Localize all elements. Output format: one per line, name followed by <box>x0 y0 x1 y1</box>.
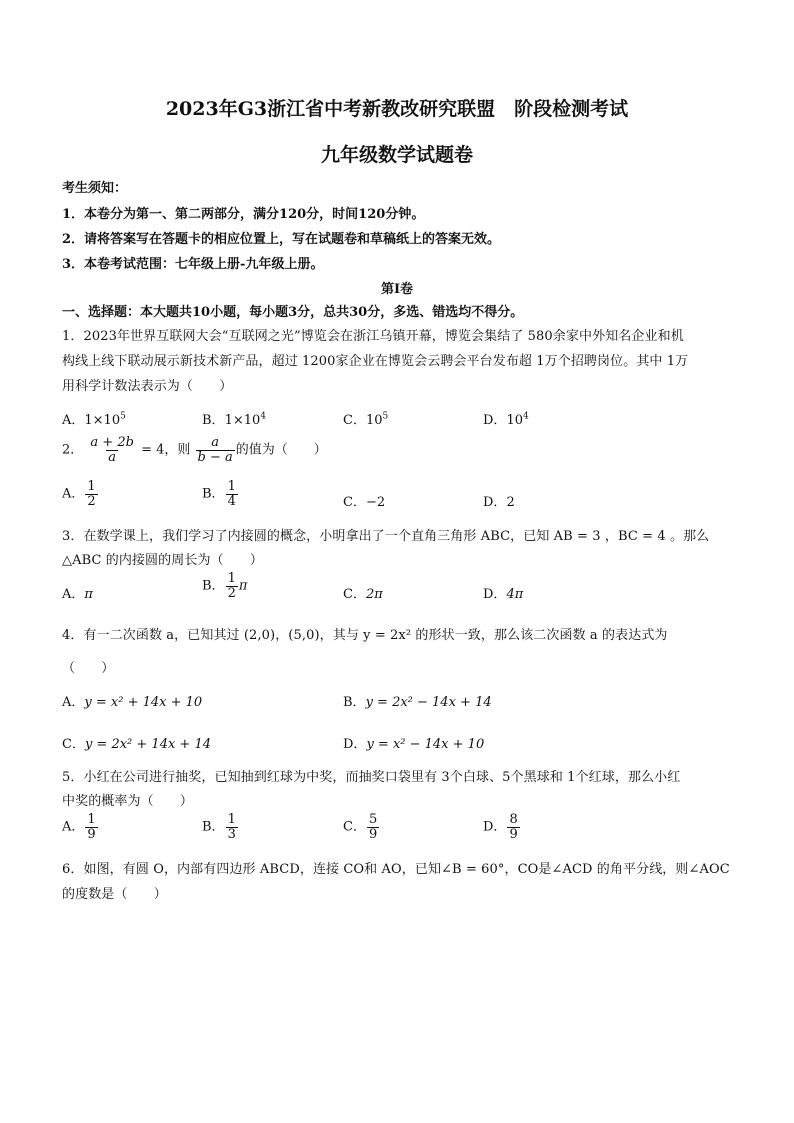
option-c: C． $\frac{5}{9}$ <box>343 812 378 842</box>
notice-item: 2．请将答案写在答题卡的相应位置上，写在试题卷和草稿纸上的答案无效。 <box>62 232 501 247</box>
option-c: C．y = 2x² + 14x + 14 <box>62 737 211 752</box>
question-5-text: 中奖的概率为（ ） <box>62 794 194 809</box>
fraction-denominator: b − a <box>197 449 233 465</box>
question-5-text: 5．小红在公司进行抽奖，已知抽到红球为中奖，而抽奖口袋里有 3个白球、5个黑球和 1个红球，那么小红 <box>62 770 681 785</box>
option-b: B．y = 2x² − 14x + 14 <box>343 695 492 710</box>
fraction-numerator: a + 2b <box>90 435 134 450</box>
notice-item: 3．本卷考试范围：七年级上册-九年级上册。 <box>62 257 324 272</box>
notice-item: 1．本卷分为第一、第二两部分，满分120分，时间120分钟。 <box>62 207 425 222</box>
exam-subtitle: 九年级数学试题卷 <box>320 144 473 166</box>
option-a: A．π <box>62 587 93 602</box>
option-a: A． $\frac{1}{9}$ <box>62 812 96 842</box>
option-d: D．$10^4$ <box>483 411 529 428</box>
question-3-text: △ABC 的内接圆的周长为（ ） <box>62 553 263 568</box>
question-2-text: 2． $\frac{a + 2b}{a}$ = 4，则 $\frac{a}{b - a}$ 的值为（ ） <box>62 435 327 465</box>
option-c: C．$10^5$ <box>343 411 389 428</box>
question-6-text: 的度数是（ ） <box>62 887 167 902</box>
question-1-text: 构线上线下联动展示新技术新产品，超过 1200家企业在博览会云聘会平台发布超 1万个招聘岗位。其中 1万 <box>62 354 689 369</box>
question-1-text: 1．2023年世界互联网大会“互联网之光”博览会在浙江乌镇开幕，博览会集结了 580余家中外知名企业和机 <box>62 329 684 344</box>
option-a: A． $\frac{1}{2}$ <box>62 479 96 509</box>
option-c: C．2π <box>343 587 383 602</box>
section-heading: 一、选择题：本大题共10小题，每小题3分，总共30分，多选、错选均不得分。 <box>62 305 524 320</box>
option-b: B． $\frac{1}{2}$ π <box>202 571 248 601</box>
option-d: D．2 <box>483 495 515 510</box>
part-label: 第Ⅰ卷 <box>380 282 414 297</box>
question-3-text: 3．在数学课上，我们学习了内接圆的概念，小明拿出了一个直角三角形 ABC，已知 AB = 3 ，BC = 4 。那么 <box>62 529 710 544</box>
question-1-text: 用科学计数法表示为（ ） <box>62 379 233 394</box>
option-a: A．y = x² + 14x + 10 <box>62 695 203 710</box>
fraction-denominator: a <box>108 449 117 465</box>
fraction-numerator: a <box>211 435 220 450</box>
option-d: D． $\frac{8}{9}$ <box>483 812 518 842</box>
option-b: B． $\frac{1}{4}$ <box>202 479 236 509</box>
question-4-text: （ ） <box>62 661 115 676</box>
notice-heading: 考生须知： <box>62 181 128 196</box>
question-4-text: 4．有一二次函数 a，已知其过 (2,0)，(5,0)，其与 y = 2x² 的形状一致，那么该二次函数 a 的表达式为 <box>62 628 668 643</box>
option-d: D．4π <box>483 587 524 602</box>
option-d: D．y = x² − 14x + 10 <box>343 737 485 752</box>
question-6-text: 6．如图，有圆 O，内部有四边形 ABCD，连接 CO和 AO，已知∠B = 60°，CO是∠ACD 的角平分线，则∠AOC <box>62 862 730 877</box>
option-a: A．$1\times 10^5$ <box>62 411 126 428</box>
option-b: B． $\frac{1}{3}$ <box>202 812 236 842</box>
exam-title: 2023年G3浙江省中考新教改研究联盟 阶段检测考试 <box>165 98 629 120</box>
option-c: C．−2 <box>343 495 386 510</box>
option-b: B．$1\times 10^4$ <box>202 411 267 428</box>
